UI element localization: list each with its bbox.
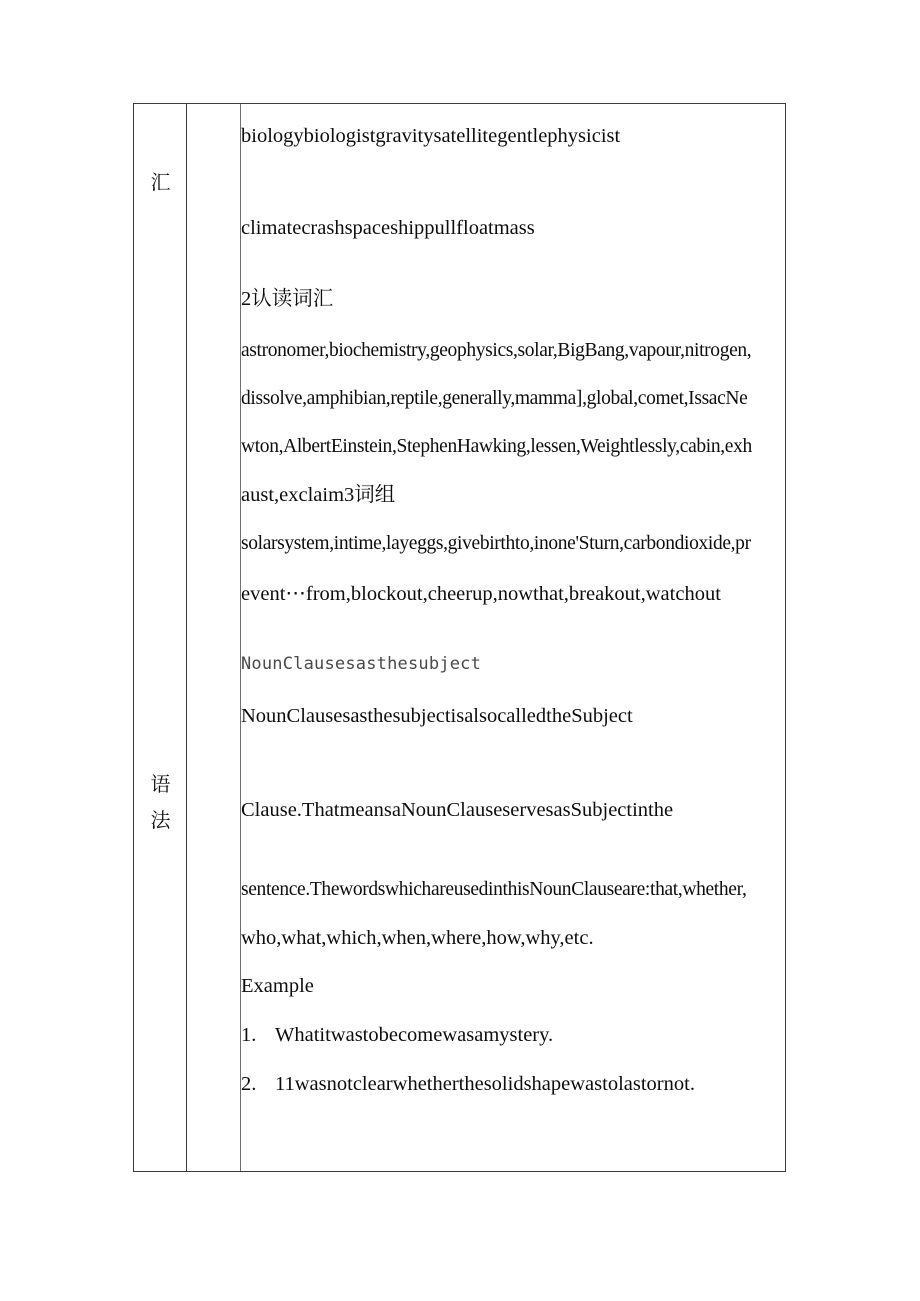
grammar-example-heading: Example xyxy=(241,975,314,997)
vocabulary-heading-recognition-words: 2认读词汇 xyxy=(241,288,334,310)
grammar-label-char-1: 语 xyxy=(150,772,171,796)
row-label-column xyxy=(134,104,187,1171)
grammar-line-3: sentence.ThewordswhichareusedinthisNounClauseare:that,whether, xyxy=(241,879,747,900)
grammar-example-item-1-text: Whatitwastobecomewasamystery. xyxy=(275,1024,554,1046)
grammar-topic-heading: NounClausesasthesubject xyxy=(241,654,482,674)
grammar-example-item-1 xyxy=(241,1023,553,1047)
vocabulary-line-6: wton,AlbertEinstein,StephenHawking,lessen,Weightlessly,cabin,exh xyxy=(241,436,752,457)
vocabulary-line-8: solarsystem,intime,layeggs,givebirthto,inone'Sturn,carbondioxide,pr xyxy=(241,533,751,554)
vocabulary-line-2: climatecrashspaceshippullfloatmass xyxy=(241,217,535,239)
vocabulary-label xyxy=(134,164,187,200)
vocabulary-line-5: dissolve,amphibian,reptile,generally,mamma],global,comet,IssacNe xyxy=(241,388,748,409)
vocabulary-heading-phrases: aust,exclaim3词组 xyxy=(241,484,396,506)
document-table xyxy=(133,103,786,1172)
grammar-label xyxy=(134,766,187,838)
grammar-example-item-2-number: 2. xyxy=(241,1073,257,1095)
grammar-example-item-1-number: 1. xyxy=(241,1024,257,1046)
grammar-label-char-2: 法 xyxy=(150,808,171,832)
grammar-example-item-2-text: 11wasnotclearwhetherthesolidshapewastolastornot. xyxy=(275,1073,695,1095)
vocabulary-line-4: astronomer,biochemistry,geophysics,solar,BigBang,vapour,nitrogen, xyxy=(241,340,752,361)
vocabulary-label-char-1: 汇 xyxy=(150,170,171,194)
grammar-line-1: NounClausesasthesubjectisalsocalledtheSubject xyxy=(241,705,633,727)
grammar-example-item-2 xyxy=(241,1072,695,1096)
grammar-line-2: Clause.ThatmeansaNounClauseservesasSubjectinthe xyxy=(241,799,674,821)
vocabulary-line-9: event⋯from,blockout,cheerup,nowthat,breakout,watchout xyxy=(241,583,721,605)
grammar-line-4: who,what,which,when,where,how,why,etc. xyxy=(241,927,594,949)
vocabulary-line-1: biologybiologistgravitysatellitegentlephysicist xyxy=(241,125,621,147)
content-column xyxy=(187,104,785,1171)
content-column-left-rule xyxy=(240,104,241,1171)
